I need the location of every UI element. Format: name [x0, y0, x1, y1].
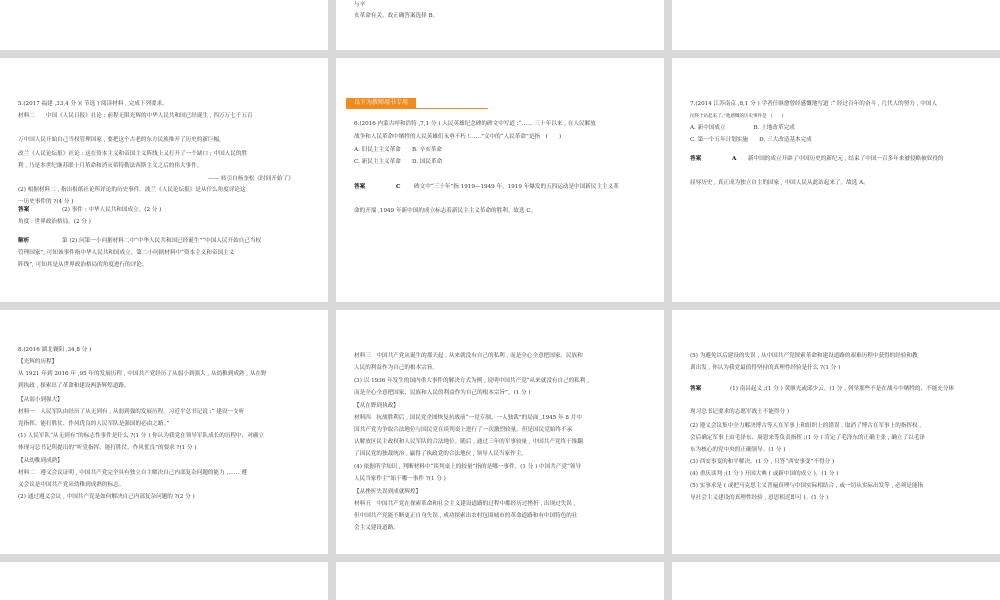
teacher-only-banner: 以下为教师用书专用 [346, 98, 416, 108]
text-line: 材料五 中国共产党在探索革命和社会主义建设道路的过程中都经历过挫折 , 出现过失误 , [354, 501, 576, 507]
answer-line: (1) 南昌起义 ;(1 分 ) 黄继光或邱少云。(1 分 , 列举那些不是在战斗中牺牲的、不能充分体 [730, 386, 955, 392]
text-line: 而是全心全意把国家、民族和人民的利益作为自己的根本宗旨”。(1 分 ) [354, 390, 531, 396]
text-line: (3) 以 1936 年发生的国内重大事件的解决方式为例 , 说明中国共产党“从来就没有自己的私利 , [354, 378, 590, 384]
answer-line: 命的开端 ,1949 年新中国的成立标志着新民主主义革命的胜利。故选 C。 [354, 208, 537, 214]
section-heading: 【从幼稚到成熟】 [18, 458, 63, 464]
text-line: 党指挥、能打胜仗、作风优良的人民军队是强国的必由之路。” [18, 421, 170, 427]
option-line: C. 新民主主义革命 D. 国民革命 [354, 159, 443, 165]
answer-key: A [732, 156, 737, 162]
text-line: (5) 为避免以后建设的失误 , 从中国共产党探索革命和建设道路的艰难历程中获得的经验和教 [690, 353, 918, 359]
text-line: 材料二 中国《人民日报》社论 : 前程无限光辉的中华人民共和国已经诞生 , 四万万七千五百 [18, 113, 253, 119]
text-line: 体现习总书记所提出的“听党指挥、能打胜仗、作风优良”的要求 ?(1 分 ) [18, 445, 197, 451]
analysis-line: 第 (2) 问第一小问据材料二中“中华人民共和国已经诞生”“中国人民开始自己当权 [62, 238, 262, 244]
text-line: 但中国共产党能不断更正自身失误 , 成功探索出农村包围城市的革命道路和有中国特色的社 [354, 513, 578, 519]
source-line: —— 转引自杨奎松《时间开始了》 [208, 176, 294, 182]
page-tile-bottom-right [672, 562, 1000, 600]
answer-label: 答案 [690, 156, 702, 162]
page-tile-q8-continued [336, 310, 664, 554]
text-line: 国共产党为争取合法地位与国民党在谈判桌上进行了一次激烈较量。但是国民党始终不承 [354, 427, 573, 433]
text-line: (1) 人民军队“从无到有”的标志性事件是什么 ?(1 分 ) 你认为我党在领导军队成长的历程中，对确立 [18, 433, 265, 439]
answer-line: 东为核心的党中央的正确领导。(1 分 ) [690, 447, 786, 453]
text-line: 人民当家作主”始于哪一事件 ?(1 分 ) [354, 476, 446, 482]
page-tile-q8 [0, 310, 328, 554]
text-line: 万中国人民开始自己当权管理国家 , 要把这个古老的东方民族推开了历史的新巨幅。 [18, 137, 225, 143]
answer-line: 碑文中“三十年”指 1919—1949 年。1919 年爆发的五四运动是中国新民主主义革 [414, 184, 619, 190]
analysis-line: 阵线”, 可知其是从世界政治格局的角度进行的评论。 [18, 262, 148, 268]
text-line: 一历史事件的 ?(4 分 ) [18, 199, 74, 205]
answer-line: 屈辱历史 , 真正成为独立自主的国家 , 中国人民从此站起来了。故选 A。 [690, 180, 869, 186]
page-tile-top-right [672, 0, 1000, 50]
text-line: 与辛 [354, 2, 366, 8]
page-tile-bottom-left [0, 562, 328, 600]
option-line: A. 新中国成立 B. 土地改革完成 [690, 125, 795, 131]
section-heading: 【从在野到执政】 [354, 403, 399, 409]
page-tile-q5 [0, 58, 328, 302]
text-line: 认解放区民主政权和人民军队的合法地位。随后 , 通过三年的军事较量 , 中国共产党终于推翻 [354, 439, 583, 445]
answer-line: (5) 实事求是 ( 或把马克思主义普遍真理与中国实际相结合 , 或一切从实际出发等 , 必须是能指 [690, 483, 924, 489]
answer-label: 答案 [690, 386, 702, 392]
option-line: A. 旧民主主义革命 B. 辛亥革命 [354, 147, 442, 153]
answer-label: 答案 [354, 184, 366, 190]
text-line: 训出发 , 你认为我党最值得坚持的真理性经验是什么 ?(1 分 ) [690, 365, 841, 371]
text-line: (4) 依据所学知识 , 判断材料中“谈判桌上的较量”指的是哪一事件。(1 分 ) 中国共产党“领导 [354, 464, 582, 470]
text-line: 民终于站起来了。”他感慨的历史事件是 ( ) [690, 114, 784, 119]
page-tile-q8-answer [672, 310, 1000, 554]
answer-line: 新中国的成立开辟了中国历史的新纪元 , 结束了中国一百多年来被侵略被奴役的 [748, 156, 944, 162]
answer-line: (2) 遵义会议集中全力解决博古等人在军事上和组织上的错误 , 取消了博古在军事上的指挥权 , [690, 423, 922, 429]
text-line: (2) 通过遵义会议 , 中国共产党是如何解决自己内部复杂问题的 ?(2 分 ) [18, 494, 195, 500]
answer-label: 答案 [18, 207, 30, 213]
text-line: 人民的利益作为自己的根本宗旨。 [354, 365, 438, 371]
answer-line: 现习总书记要求的志愿军战士不能得分 ) [690, 409, 790, 415]
question-stem: 8.(2016 湖北襄阳 ,34,8 分 ) [18, 347, 92, 353]
answer-line: 会后确定军事上由毛泽东、周恩来等负责指挥 ;(1 分 ) 肯定了毛泽东的正确主张 , 确立了以毛泽 [690, 435, 925, 441]
text-line: 义会议是中国共产党从幼稚到成熟的标志。 [18, 482, 125, 488]
text-line: 材料三 中国共产党从诞生的那天起 , 从来就没有自己的私利 , 而是全心全意把国家、民族和 [354, 353, 583, 359]
text-line: 利 , 乃是本世纪继苏联十月革命和消灭希特勒法西斯主义之后的伟大事件。 [18, 163, 203, 169]
text-line: 材料二 遵义会议证明 , 中国共产党完全具有独立自主解决自己内部复杂问题的能力 ,…… 遵 [18, 470, 247, 476]
text-line: 材料四 抗战胜利后 , 国民党企图恢复抗战前“一党专制、一人独裁”的局面 ,1945 年 8 月中 [354, 415, 582, 421]
page-tile-top-left [0, 0, 328, 50]
option-line: C. 第一个五年计划实施 D. 三大改造基本完成 [690, 137, 812, 143]
answer-line: 导社会主义建设的真理性经验 , 意思相近即可 )。(1 分 ) [690, 495, 829, 501]
section-heading: 【光辉的历程】 [18, 359, 58, 365]
answer-key: C [396, 184, 401, 190]
analysis-label: 解析 [18, 238, 30, 244]
page-tile-q6 [336, 58, 664, 302]
section-heading: 【从弱小到强大】 [18, 397, 63, 403]
question-stem: 7.(2014 江苏南京 ,8,1 分 ) 学者任继愈曾经感慨地写道 :“ 经过百年的奋斗 , 几代人的努力 , 中国人 [690, 101, 938, 107]
text-line: (2) 根据材料二 , 指出报纸社论所评论的历史事件。波兰《人民论坛报》是从什么角度评论这 [18, 187, 246, 193]
text-line: 从 1921 年到 2016 年 ,95 年的发展历程 , 中国共产党经历了从弱小到强大 , 从幼稚到成熟 , 从在野 [18, 371, 267, 377]
page-tile-q7 [672, 58, 1000, 302]
section-heading: 【从挫折失误到成就辉煌】 [354, 489, 422, 495]
question-stem: 6.(2016 内蒙古呼和浩特 ,7,1 分 ) 人民英雄纪念碑的碑文中写道 :“…… 三十年以来 , 在人民解放 [354, 121, 596, 127]
analysis-line: 管理国家”, 可知该事件指中华人民共和国成立。第二小问据材料中“资本主义和帝国主义 [18, 250, 235, 256]
answer-line: (3) 西安事变的和平解决。(1 分 , 只答“西安事变”不得分 ) [690, 459, 835, 465]
text-line: 会主义建设道路。 [354, 525, 399, 531]
text-line: 到执政 , 探索出了革命和建设两条辉煌道路。 [18, 383, 130, 389]
banner-rule [346, 108, 488, 109]
text-line: 战争和人民革命中牺牲的人民英雄们永垂不朽 !……”文中的“人民革命”是指 ( ) [354, 134, 562, 140]
answer-line: (4) 重庆谈判 ;(1 分 ) 开国大典 ( 或新中国的成立 )。(1 分 ) [690, 471, 839, 477]
answer-line: 角度 : 世界政治格局。(2 分 ) [18, 219, 91, 225]
page-tile-top-middle [336, 0, 664, 50]
answer-line: (2) 事件 : 中华人民共和国成立。(2 分 ) [62, 207, 162, 213]
text-line: 了国民党的独裁统治 , 赢得了执政党的合法地位 , 领导人民当家作主。 [354, 451, 527, 457]
page-tile-bottom-middle [336, 562, 664, 600]
text-line: 改兰《人民论坛报》社论 : 这在资本主义和帝国主义阵线上又打开了一个缺口 ; 中国人民的胜 [18, 151, 248, 157]
question-stem: 5.(2017 福建 ,33,4 分 )( 节选 ) 阅读材料 , 完成下列要求。 [18, 101, 168, 107]
text-line: 材料一 人民军队由经历了从无到有 , 从弱到强的发展历程。习近平总书记说 :“ 建设一支听 [18, 409, 245, 415]
text-line: 亥革命有关。故正确答案选择 B。 [354, 13, 439, 19]
